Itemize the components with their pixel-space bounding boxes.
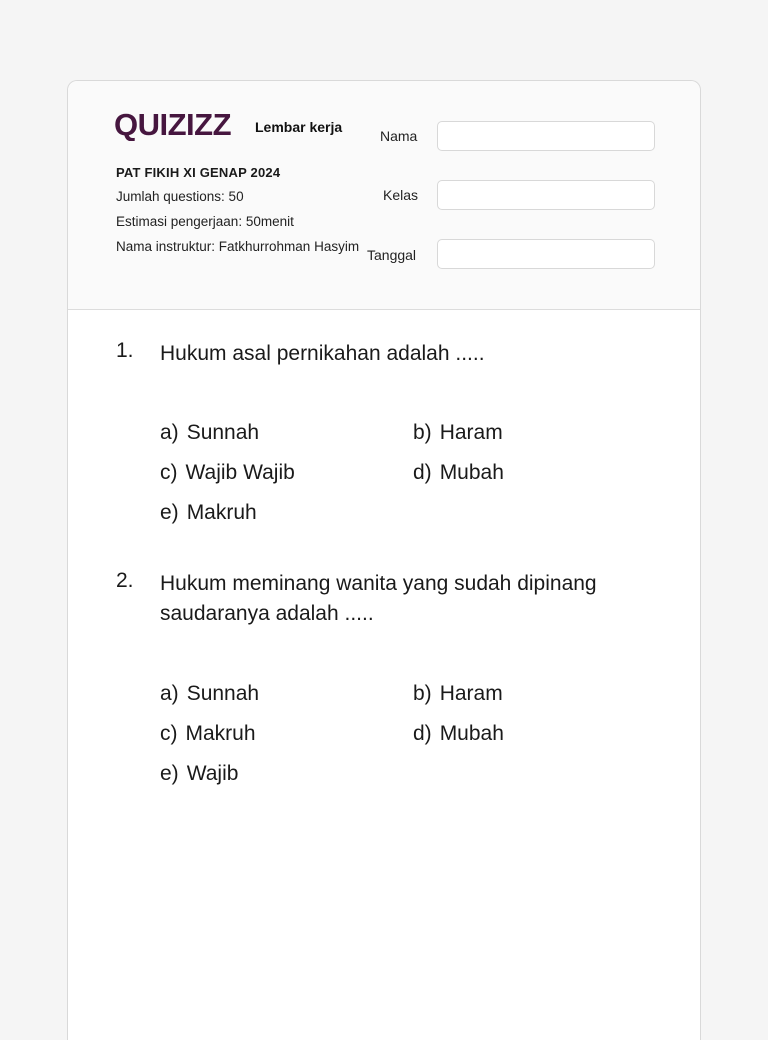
question-number: 1.	[116, 339, 134, 362]
option-letter: b)	[413, 421, 432, 444]
quizizz-logo-mark	[114, 107, 246, 141]
option-text: Mubah	[439, 461, 504, 484]
option-d[interactable]	[413, 461, 504, 485]
option-letter: a)	[160, 421, 179, 444]
option-letter: e)	[160, 762, 179, 785]
option-letter: d)	[413, 461, 432, 484]
class-field[interactable]	[437, 180, 655, 210]
option-letter: c)	[160, 722, 178, 745]
option-text: Mubah	[439, 722, 504, 745]
option-text: Sunnah	[186, 421, 260, 444]
option-text: Haram	[439, 682, 503, 705]
option-text: Haram	[439, 421, 503, 444]
option-letter: c)	[160, 461, 178, 484]
option-d[interactable]	[413, 722, 504, 746]
option-e[interactable]	[160, 501, 257, 525]
option-letter: e)	[160, 501, 179, 524]
quizizz-logo	[114, 107, 246, 141]
quiz-title: PAT FIKIH XI GENAP 2024	[116, 165, 281, 180]
option-text: Makruh	[185, 722, 256, 745]
date-field[interactable]	[437, 239, 655, 269]
class-label: Kelas	[383, 187, 419, 203]
time-estimate: Estimasi pengerjaan: 50menit	[116, 214, 294, 229]
sheet-label: Lembar kerja	[255, 119, 343, 135]
question-text: Hukum asal pernikahan adalah .....	[160, 342, 485, 365]
option-text: Wajib Wajib	[185, 461, 295, 484]
option-b[interactable]	[413, 421, 503, 445]
option-text: Wajib	[186, 762, 239, 785]
question-text: Hukum meminang wanita yang sudah dipinang saudaranya adalah .....	[160, 572, 597, 625]
name-field[interactable]	[437, 121, 655, 151]
option-letter: b)	[413, 682, 432, 705]
option-a[interactable]	[160, 682, 259, 706]
option-c[interactable]	[160, 722, 256, 746]
option-a[interactable]	[160, 421, 259, 445]
date-label: Tanggal	[367, 247, 417, 263]
option-b[interactable]	[413, 682, 503, 706]
option-c[interactable]	[160, 461, 295, 485]
question-number: 2.	[116, 569, 134, 592]
option-e[interactable]	[160, 762, 238, 786]
instructor-name: Nama instruktur: Fatkhurrohman Hasyim	[116, 239, 360, 254]
worksheet-page	[67, 80, 701, 1040]
option-letter: a)	[160, 682, 179, 705]
option-text: Sunnah	[186, 682, 260, 705]
option-letter: d)	[413, 722, 432, 745]
question-count: Jumlah questions: 50	[116, 189, 244, 204]
option-text: Makruh	[186, 501, 257, 524]
worksheet-header	[68, 81, 700, 310]
name-label: Nama	[380, 128, 418, 144]
brand-wordmark: QUIZIZZ	[114, 107, 232, 141]
